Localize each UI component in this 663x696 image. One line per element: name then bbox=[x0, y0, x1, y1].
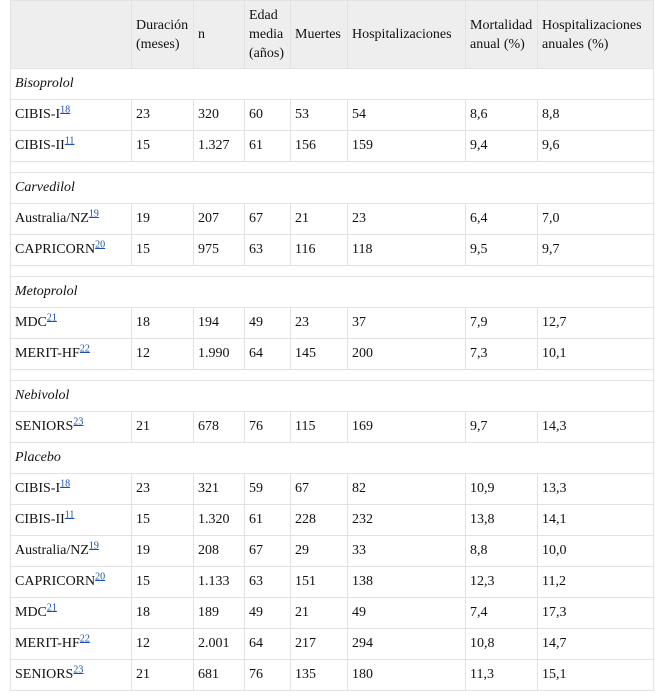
group-row bbox=[11, 173, 654, 204]
reference-link[interactable]: 19 bbox=[88, 540, 99, 552]
reference-link[interactable]: 20 bbox=[95, 571, 106, 583]
reference-link[interactable]: 20 bbox=[95, 239, 106, 251]
table-cell: 320 bbox=[194, 100, 245, 131]
table-cell: 76 bbox=[245, 660, 291, 691]
reference-link[interactable]: 22 bbox=[79, 343, 90, 355]
table-cell: 19 bbox=[132, 204, 194, 235]
reference-link[interactable]: 18 bbox=[60, 104, 71, 116]
trial-name: CIBIS-I bbox=[15, 481, 61, 496]
table-cell: 23 bbox=[348, 204, 466, 235]
table-cell: 60 bbox=[245, 100, 291, 131]
table-row bbox=[11, 505, 654, 536]
trial-name: MERIT-HF bbox=[15, 636, 80, 651]
table-cell: 9,7 bbox=[466, 412, 538, 443]
table-cell: 8,6 bbox=[466, 100, 538, 131]
table-cell: 678 bbox=[194, 412, 245, 443]
spacer-cell bbox=[11, 162, 654, 173]
table-cell: 17,3 bbox=[538, 598, 654, 629]
table-cell: 11,3 bbox=[466, 660, 538, 691]
table-cell: 200 bbox=[348, 339, 466, 370]
table-cell: 67 bbox=[291, 474, 348, 505]
header-text: anuales (%) bbox=[542, 36, 609, 52]
table-cell: 59 bbox=[245, 474, 291, 505]
table-row bbox=[11, 235, 654, 266]
table-row bbox=[11, 308, 654, 339]
trial-name: Australia/NZ bbox=[15, 543, 89, 558]
table-cell: 14,3 bbox=[538, 412, 654, 443]
header-cell-annual-hospitalizations bbox=[538, 1, 654, 69]
table-cell: 53 bbox=[291, 100, 348, 131]
header-cell-age bbox=[245, 1, 291, 69]
header-text: Hospitalizaciones bbox=[542, 17, 642, 33]
table-cell: 21 bbox=[132, 412, 194, 443]
table-cell: 21 bbox=[291, 204, 348, 235]
trial-name-cell bbox=[11, 204, 132, 235]
table-cell: 15 bbox=[132, 505, 194, 536]
reference-link[interactable]: 21 bbox=[46, 312, 57, 324]
reference-link[interactable]: 22 bbox=[79, 633, 90, 645]
group-label: Bisoprolol bbox=[11, 69, 654, 100]
table-cell: 49 bbox=[348, 598, 466, 629]
table-cell: 1.327 bbox=[194, 131, 245, 162]
group-label: Carvedilol bbox=[11, 173, 654, 204]
table-cell: 67 bbox=[245, 536, 291, 567]
table-cell: 33 bbox=[348, 536, 466, 567]
table-cell: 12,7 bbox=[538, 308, 654, 339]
table-cell: 14,1 bbox=[538, 505, 654, 536]
table-cell: 15 bbox=[132, 131, 194, 162]
table-cell: 9,4 bbox=[466, 131, 538, 162]
table-cell: 151 bbox=[291, 567, 348, 598]
table-cell: 10,9 bbox=[466, 474, 538, 505]
table-cell: 180 bbox=[348, 660, 466, 691]
trial-name: SENIORS bbox=[15, 667, 74, 682]
table-cell: 7,9 bbox=[466, 308, 538, 339]
table-cell: 194 bbox=[194, 308, 245, 339]
table-cell: 217 bbox=[291, 629, 348, 660]
header-cell-hospitalizations bbox=[348, 1, 466, 69]
table-cell: 118 bbox=[348, 235, 466, 266]
table-cell: 1.320 bbox=[194, 505, 245, 536]
trial-name-cell bbox=[11, 131, 132, 162]
group-label: Placebo bbox=[11, 443, 654, 474]
table-cell: 9,5 bbox=[466, 235, 538, 266]
table-cell: 29 bbox=[291, 536, 348, 567]
table-cell: 138 bbox=[348, 567, 466, 598]
table-cell: 49 bbox=[245, 308, 291, 339]
trial-name-cell bbox=[11, 339, 132, 370]
table-cell: 159 bbox=[348, 131, 466, 162]
header-text: (meses) bbox=[136, 36, 180, 52]
table-cell: 37 bbox=[348, 308, 466, 339]
table-cell: 8,8 bbox=[466, 536, 538, 567]
table-cell: 207 bbox=[194, 204, 245, 235]
table-row bbox=[11, 100, 654, 131]
trial-name-cell bbox=[11, 567, 132, 598]
group-row bbox=[11, 443, 654, 474]
table-cell: 10,8 bbox=[466, 629, 538, 660]
table-cell: 169 bbox=[348, 412, 466, 443]
table-cell: 6,4 bbox=[466, 204, 538, 235]
header-text: Mortalidad bbox=[470, 17, 533, 33]
group-row bbox=[11, 69, 654, 100]
table-row bbox=[11, 412, 654, 443]
table-row bbox=[11, 204, 654, 235]
table-cell: 64 bbox=[245, 339, 291, 370]
trial-name: MDC bbox=[15, 605, 47, 620]
trial-name: CIBIS-II bbox=[15, 512, 65, 527]
table-cell: 21 bbox=[132, 660, 194, 691]
beta-blocker-trials-table bbox=[10, 0, 654, 691]
table-cell: 49 bbox=[245, 598, 291, 629]
trial-name: CIBIS-I bbox=[15, 107, 61, 122]
header-cell-trial bbox=[11, 1, 132, 69]
trial-name-cell bbox=[11, 598, 132, 629]
table-cell: 116 bbox=[291, 235, 348, 266]
table-row bbox=[11, 598, 654, 629]
table-cell: 23 bbox=[291, 308, 348, 339]
trial-name: CIBIS-II bbox=[15, 138, 65, 153]
group-row bbox=[11, 277, 654, 308]
table-cell: 7,0 bbox=[538, 204, 654, 235]
header-text: Duración bbox=[136, 17, 189, 33]
table-cell: 14,7 bbox=[538, 629, 654, 660]
table-cell: 232 bbox=[348, 505, 466, 536]
group-row bbox=[11, 381, 654, 412]
reference-link[interactable]: 23 bbox=[73, 664, 84, 676]
spacer-row bbox=[11, 266, 654, 277]
table-cell: 189 bbox=[194, 598, 245, 629]
table-cell: 76 bbox=[245, 412, 291, 443]
table-cell: 115 bbox=[291, 412, 348, 443]
table-cell: 13,8 bbox=[466, 505, 538, 536]
table-cell: 10,0 bbox=[538, 536, 654, 567]
header-cell-annual-mortality bbox=[466, 1, 538, 69]
trial-name: CAPRICORN bbox=[15, 574, 96, 589]
table-cell: 156 bbox=[291, 131, 348, 162]
table-cell: 12 bbox=[132, 339, 194, 370]
header-text: media bbox=[249, 27, 284, 42]
trial-name-cell bbox=[11, 235, 132, 266]
table-cell: 228 bbox=[291, 505, 348, 536]
spacer-cell bbox=[11, 266, 654, 277]
table-body bbox=[11, 69, 654, 691]
table-cell: 23 bbox=[132, 474, 194, 505]
table-row bbox=[11, 660, 654, 691]
spacer-cell bbox=[11, 370, 654, 381]
table-row bbox=[11, 629, 654, 660]
table-cell: 321 bbox=[194, 474, 245, 505]
table-cell: 64 bbox=[245, 629, 291, 660]
group-label: Nebivolol bbox=[11, 381, 654, 412]
table-cell: 7,4 bbox=[466, 598, 538, 629]
spacer-row bbox=[11, 370, 654, 381]
table-cell: 135 bbox=[291, 660, 348, 691]
spacer-row bbox=[11, 162, 654, 173]
table-cell: 63 bbox=[245, 567, 291, 598]
table-cell: 11,2 bbox=[538, 567, 654, 598]
header-cell-deaths bbox=[291, 1, 348, 69]
reference-link[interactable]: 11 bbox=[64, 509, 75, 521]
trial-name-cell bbox=[11, 536, 132, 567]
reference-link[interactable]: 11 bbox=[64, 135, 75, 147]
table-cell: 15 bbox=[132, 567, 194, 598]
table-cell: 15,1 bbox=[538, 660, 654, 691]
table-cell: 975 bbox=[194, 235, 245, 266]
trial-name: CAPRICORN bbox=[15, 242, 96, 257]
header-row bbox=[11, 1, 654, 69]
table-cell: 7,3 bbox=[466, 339, 538, 370]
table-cell: 15 bbox=[132, 235, 194, 266]
trial-name-cell bbox=[11, 629, 132, 660]
table-row bbox=[11, 339, 654, 370]
table-cell: 61 bbox=[245, 131, 291, 162]
table-cell: 145 bbox=[291, 339, 348, 370]
table-cell: 18 bbox=[132, 308, 194, 339]
reference-link[interactable]: 23 bbox=[73, 416, 84, 428]
table-cell: 681 bbox=[194, 660, 245, 691]
trial-name: SENIORS bbox=[15, 419, 74, 434]
header-text: n bbox=[198, 27, 205, 42]
header-text: (años) bbox=[249, 46, 284, 61]
trial-name-cell bbox=[11, 474, 132, 505]
trial-name: Australia/NZ bbox=[15, 211, 89, 226]
table-cell: 63 bbox=[245, 235, 291, 266]
table-cell: 12,3 bbox=[466, 567, 538, 598]
table-cell: 1.133 bbox=[194, 567, 245, 598]
header-text: Edad bbox=[249, 8, 278, 23]
table-cell: 10,1 bbox=[538, 339, 654, 370]
table-cell: 21 bbox=[291, 598, 348, 629]
header-text: anual (%) bbox=[470, 36, 525, 52]
table-cell: 13,3 bbox=[538, 474, 654, 505]
table-cell: 18 bbox=[132, 598, 194, 629]
reference-link[interactable]: 18 bbox=[60, 478, 71, 490]
trial-name-cell bbox=[11, 660, 132, 691]
header-text: Hospitalizaciones bbox=[352, 27, 452, 42]
table-cell: 9,6 bbox=[538, 131, 654, 162]
table-cell: 1.990 bbox=[194, 339, 245, 370]
table-cell: 294 bbox=[348, 629, 466, 660]
table-row bbox=[11, 536, 654, 567]
table-cell: 54 bbox=[348, 100, 466, 131]
table-cell: 82 bbox=[348, 474, 466, 505]
trial-name: MERIT-HF bbox=[15, 346, 80, 361]
trial-name-cell bbox=[11, 412, 132, 443]
header-text: Muertes bbox=[295, 27, 341, 42]
table-cell: 23 bbox=[132, 100, 194, 131]
table-cell: 208 bbox=[194, 536, 245, 567]
trial-name: MDC bbox=[15, 315, 47, 330]
table-cell: 9,7 bbox=[538, 235, 654, 266]
table-cell: 19 bbox=[132, 536, 194, 567]
table-row bbox=[11, 474, 654, 505]
header-cell-duration bbox=[132, 1, 194, 69]
reference-link[interactable]: 21 bbox=[46, 602, 57, 614]
table-cell: 12 bbox=[132, 629, 194, 660]
table-cell: 67 bbox=[245, 204, 291, 235]
table-cell: 2.001 bbox=[194, 629, 245, 660]
table-row bbox=[11, 567, 654, 598]
table-cell: 8,8 bbox=[538, 100, 654, 131]
header-cell-n bbox=[194, 1, 245, 69]
trial-name-cell bbox=[11, 308, 132, 339]
table-cell: 61 bbox=[245, 505, 291, 536]
group-label: Metoprolol bbox=[11, 277, 654, 308]
trial-name-cell bbox=[11, 100, 132, 131]
trial-name-cell bbox=[11, 505, 132, 536]
table-row bbox=[11, 131, 654, 162]
reference-link[interactable]: 19 bbox=[88, 208, 99, 220]
